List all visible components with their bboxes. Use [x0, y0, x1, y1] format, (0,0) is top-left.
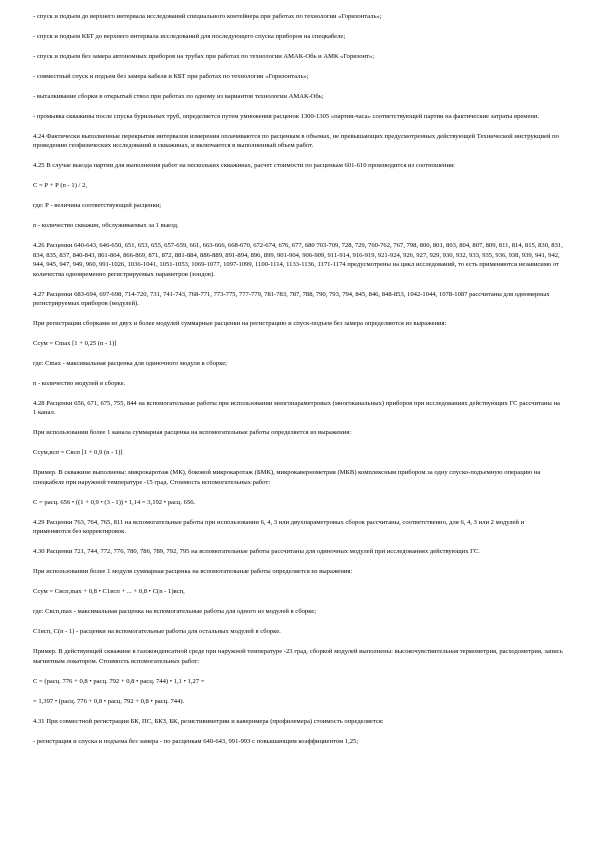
- formula: С = (расц. 776 + 0,8 • расц. 792 + 0,8 • расц. 744) • 1,1 • 1,27 =: [33, 677, 205, 685]
- paragraph: При использовании более 1 модуля суммарная расценка на вспомогательные работы определяется из выражения:: [33, 568, 353, 576]
- formula: = 1,397 • (расц. 776 + 0,8 • расц. 792 + 0,8 • расц. 744).: [33, 697, 185, 705]
- paragraph: С1вcп, С(n - 1) - расценки на вспомогательные работы для остальных модулей в сборке.: [33, 628, 281, 636]
- paragraph: 4.30 Расценки 721, 744, 772, 776, 780, 786, 789, 792, 795 на вспомогательные работы рассчитаны для одиночных модулей при исследованиях действующих ГС.: [33, 548, 480, 556]
- paragraph: 4.29 Расценки 763, 764, 765, 811 на вспомогательные работы при использовании 6, 4, 3 или двухпараметровых сборок рассчитаны, соответственно, для 6, 4, 3 или 2 модулей и применяются без корректировок.: [33, 518, 525, 536]
- paragraph: - промывка скважины после спуска бурильных труб, определяется путем умножения расценок 1300-1305 «партия-часа» соответствующей партии на фактические затраты времени.: [33, 113, 540, 120]
- paragraph: При использовании более 1 канала суммарная расценка на вспомогательные работы определяется из выражения:: [33, 429, 352, 437]
- paragraph: 4.27 Расценки 683-694, 697-698, 714-720, 731, 741-743, 768-771, 773-775, 777-779, 781-783, 787, 788, 790, 793, 794, 845, 846, 848-853, 1042-1044, 1078-1087 рассчитаны для одномерных регистрируемых приборов (модулей).: [33, 290, 550, 308]
- paragraph: - совместный спуск и подъем без замера кабеля и КБТ при работах по технологии «Горизонталь»;: [33, 73, 309, 80]
- formula: Ссум,вcп = Свcп [1 + 0,9 (n - 1)]: [33, 449, 123, 457]
- paragraph: - спуск и подъем без замера автономных приборов на трубах при работах по технологии АМАК-Обь и АМК «Горизонт»;: [33, 53, 375, 60]
- document-body: [33, 12, 563, 757]
- paragraph: 4.24 Фактически выполненные перекрытия интервалов измерения оплачиваются по расценкам в объемах, не превышающих предусмотренных действующей Технической инструкцией по проведению геофизических исследований в скважинах, и включаются в выполненный объем работ.: [33, 133, 559, 150]
- paragraph: - спуск и подъем до верхнего интервала исследований специального контейнера при работах по технологии «Горизонталь»;: [33, 13, 382, 20]
- paragraph: 4.26 Расценки 640-643, 646-650, 651, 653, 655, 657-659, 661, 663-666, 668-670, 672-674, 676, 677, 680 703-709, 728, 729, 760-762, 767, 798, 800, 801, 803, 804, 807, 809, 811, 814, 815, 830, 831, 834, 835, 837, 840-843, 861-864, 866-869, 871, 872, 881-884, 886-889, 891-894, 896, 899, 901-904, 906-909, 911-914, 916-919, 921-924, 926, 927, 929, 930, 932, 933, 935, 936, 938, 939, 941, 942, 944, 945, 947, 949, 960, 991-1026, 1036-1041, 1051-1053, 1069-1077, 1097-1099, 1100-1114, 1133-1136, 1171-1174 предусмотрены на цикл исследований, то есть применяются независимо от количества одновременно регистрируемых параметров (зондов).: [33, 242, 563, 278]
- example-paragraph: Пример. В действующей скважине в газоконденсатной среде при наружной температуре -23 град. сборкой модулей выполнены: высокочувствительная термометрия, расходометрия, запись магнитным локатором. Стоимость вспомогательных работ:: [33, 648, 563, 665]
- paragraph: При регистрации сборками из двух и более модулей суммарные расценки на регистрацию и спуск-подъем без замера определяются из выражения:: [33, 320, 447, 328]
- example-paragraph: Пример. В скважине выполнены: микрокаротаж (МК), боковой микрокаротаж (БМК), микрокавернометрия (МКВ) комплексным прибором за одну спуско-подъемную операцию на спецкабеле при наружной температуре -15 град. Стоимость вспомогательных работ:: [33, 469, 541, 486]
- formula: Ссум = Сmax [1 + 0,25 (n - 1)]: [33, 340, 117, 348]
- paragraph: где: Р - величина соответствующей расценки;: [33, 202, 162, 210]
- formula: С = Р + Р (n - 1) / 2,: [33, 182, 87, 190]
- paragraph: n - количество модулей в сборке.: [33, 380, 126, 388]
- paragraph: 4.28 Расценки 656, 671, 675, 755, 844 на вспомогательные работы при использовании многопараметровых (многоканальных) приборов при исследованиях действующих ГС рассчитаны на 1 канал.: [33, 400, 560, 417]
- paragraph: где: Сmax - максимальная расценка для одиночного модуля в сборке;: [33, 360, 228, 368]
- paragraph: 4.25 В случае выезда партии для выполнения работ на нескольких скважинах, расчет стоимости по расценкам 601-610 производится из соотношения:: [33, 162, 455, 170]
- formula: Ссум = Свcп,max + 0,8 • С1вcп + ... + 0,8 • С(n - 1)вcп,: [33, 588, 185, 596]
- paragraph: - регистрация и спуска и подъема без замера - по расценкам 640-643, 991-993 с повышающим коэффициентом 1,25;: [33, 737, 359, 745]
- formula: С = расц. 656 • ((1 + 0,9 • (3 - 1)) • 1,14 = 3,192 • расц. 656.: [33, 498, 196, 506]
- paragraph: - выталкивание сборки в открытый ствол при работах по одному из вариантов технологии АМАК-Обь;: [33, 93, 324, 100]
- paragraph: - спуск и подъем КБТ до верхнего интервала исследований для последующего спуска приборов на спецкабеле;: [33, 33, 346, 40]
- paragraph: где: Свcп,max - максимальная расценка на вспомогательные работы для одного из модулей в сборке;: [33, 608, 317, 616]
- paragraph: 4.31 При совместной регистрации БК, ПС, БКЗ, БК, резистивиметрии и кавернмера (профилемера) стоимость определяется:: [33, 717, 384, 725]
- paragraph: n - количество скважин, обслуживаемых за 1 выезд.: [33, 222, 179, 230]
